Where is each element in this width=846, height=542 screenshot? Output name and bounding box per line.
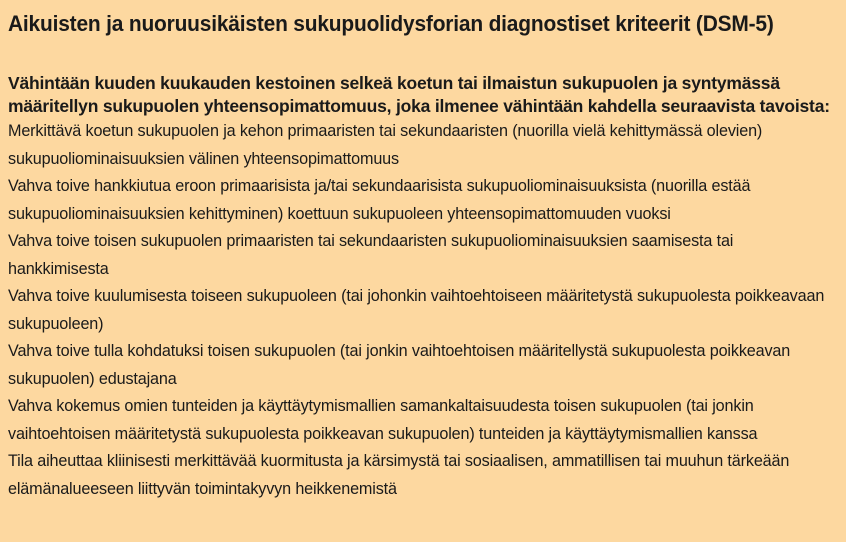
criterion-item: Tila aiheuttaa kliinisesti merkittävää kuormitusta ja kärsimystä tai sosiaalisen, ammatillisen tai muuhun tärkeään elämänalueeseen liittyvän toimintakyvyn heikkenemistä (8, 452, 790, 498)
criterion-item: Merkittävä koetun sukupuolen ja kehon primaaristen tai sekundaaristen (nuorilla vielä kehittymässä olevien) sukupuoliominaisuuksien välinen yhteensopimattomuus (8, 122, 763, 168)
criterion-item: Vahva toive kuulumisesta toiseen sukupuoleen (tai johonkin vaihtoehtoiseen määritetystä sukupuolesta poikkeavaan sukupuoleen) (8, 287, 825, 333)
document-title: Aikuisten ja nuoruusikäisten sukupuolidysforian diagnostiset kriteerit (DSM-5) (8, 11, 774, 36)
criterion-item: Vahva kokemus omien tunteiden ja käyttäytymismallien samankaltaisuudesta toisen sukupuolen (tai jonkin vaihtoehtoisen määritetystä sukupuolesta poikkeavan sukupuolen) tunteiden ja käyttäytymismallien kanssa (8, 397, 758, 443)
criteria-list (8, 118, 836, 503)
criterion-item: Vahva toive toisen sukupuolen primaaristen tai sekundaaristen sukupuoliominaisuuksien saamisesta tai hankkimisesta (8, 232, 734, 278)
criterion-item: Vahva toive tulla kohdatuksi toisen sukupuolen (tai jonkin vaihtoehtoisen määritellystä sukupuolesta poikkeavan sukupuolen) edustajana (8, 342, 791, 388)
intro-text: Vähintään kuuden kuukauden kestoinen selkeä koetun tai ilmaistun sukupuolen ja syntymässä määritellyn sukupuolen yhteensopimattomuus, joka ilmenee vähintään kahdella seuraavista tavoista: (8, 73, 830, 116)
criterion-item: Vahva toive hankkiutua eroon primaarisista ja/tai sekundaarisista sukupuoliominaisuuksista (nuorilla estää sukupuoliominaisuuksien kehittyminen) koettuun sukupuoleen yhteensopimattomuuden vuoksi (8, 177, 751, 223)
